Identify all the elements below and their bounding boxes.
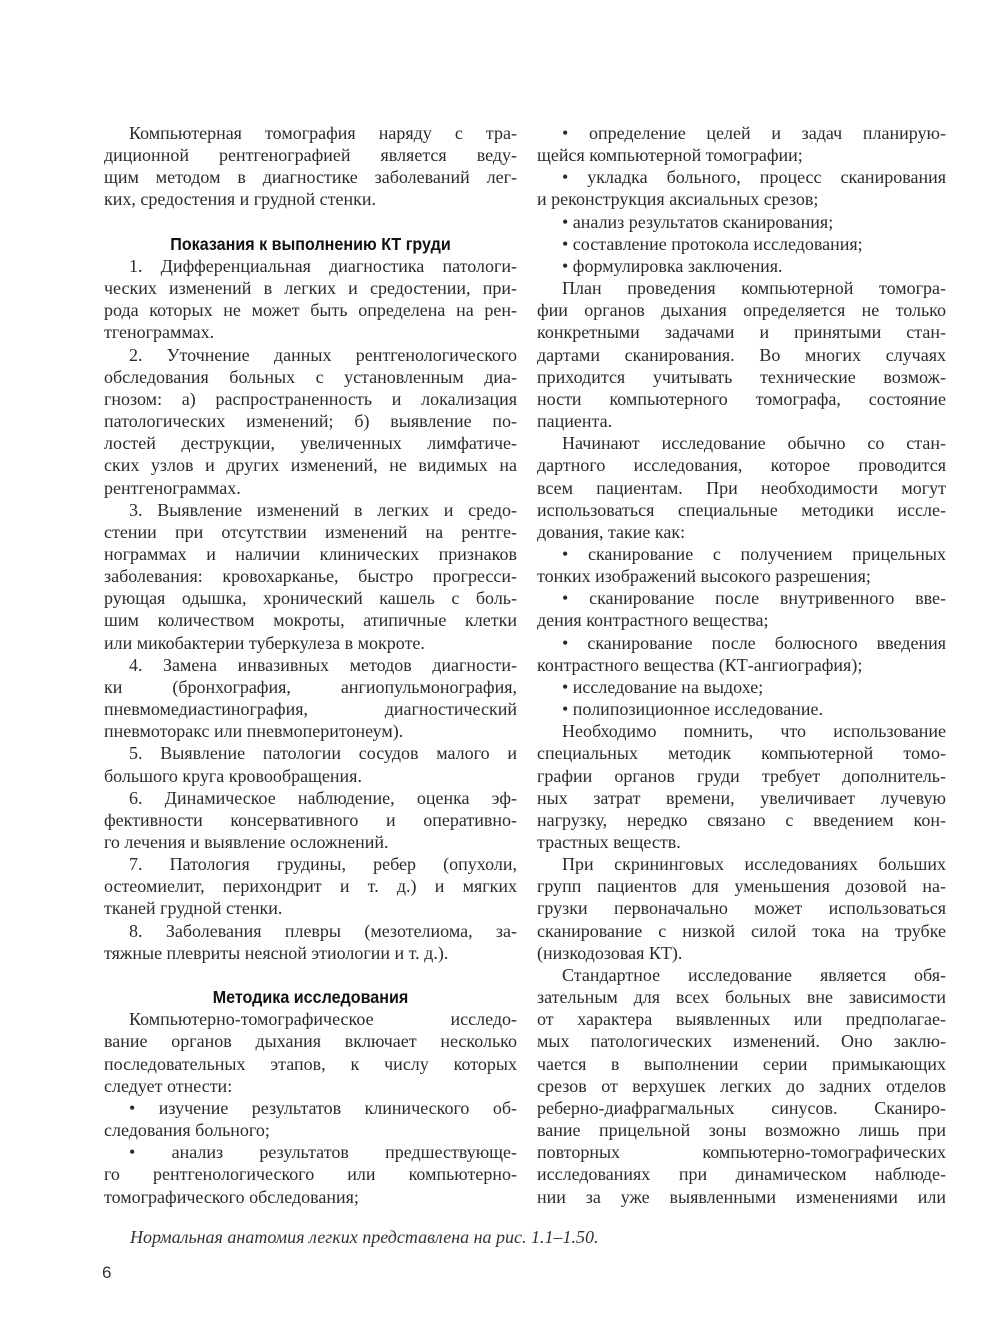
paragraph [537, 676, 946, 698]
paragraph [104, 742, 517, 786]
text-line: • определение целей и задач планирую- [562, 123, 946, 143]
text-line: следует отнести: [104, 1075, 233, 1096]
text-line: тяжные плевриты неясной этиологии и т. д.). [104, 942, 449, 963]
text-line: графии органов груди требует дополнитель- [537, 765, 946, 786]
text-line: ских узлов и других изменений, не видимых на [104, 455, 517, 476]
text-line: исследованиях при динамическом наблюде- [537, 1164, 946, 1185]
text-line: • анализ результатов предшествующе- [129, 1142, 517, 1163]
text-line: мых патологических изменений. Оно заклю- [537, 1031, 946, 1052]
text-line: фии органов дыхания определяется не только [537, 300, 946, 321]
paragraph [104, 1141, 517, 1207]
text-line: рующая одышка, хронический кашель с боль- [104, 588, 517, 609]
text-line: пневмоторакс или пневмоперитонеум). [104, 721, 404, 742]
paragraph [537, 233, 946, 255]
text-line: тканей грудной стенки. [104, 898, 283, 919]
text-line: срезов от верхушек легких до задних отделов [537, 1075, 946, 1096]
section-heading: Показания к выполнению КТ груди [170, 233, 451, 254]
text-line: следования больного; [104, 1120, 270, 1141]
text-line: грузки первоначально может использоваться [537, 898, 946, 919]
text-line: нагрузку, нередко связано с введением кон- [537, 809, 946, 830]
paragraph [104, 1008, 517, 1097]
paragraph [104, 787, 517, 853]
paragraph [537, 277, 946, 432]
text-line: нии за уже выявленными изменениями или [537, 1186, 946, 1207]
paragraph [537, 432, 946, 543]
text-line: томографического обследования; [104, 1186, 359, 1207]
text-line: Компьютерно-томографическое исследо- [129, 1009, 517, 1030]
text-line: • сканирование с получением прицельных [562, 543, 946, 564]
paragraph [104, 499, 517, 654]
text-line: • исследование на выдохе; [562, 676, 764, 697]
text-line: Компьютерная томография наряду с тра- [129, 123, 517, 143]
text-line: стении при отсутствии изменений на рентге- [104, 521, 517, 542]
text-line: ных затрат времени, увеличивает лучевую [537, 787, 946, 808]
text-line: трастных веществ. [537, 832, 681, 852]
text-line: дартного исследования, которое проводится [537, 455, 946, 476]
paragraph [104, 1097, 517, 1141]
text-line: всем пациентам. При необходимости могут [537, 477, 946, 498]
figure-reference-note: Нормальная анатомия легких представлена на рис. 1.1–1.50. [130, 1227, 599, 1247]
text-line: 4. Замена инвазивных методов диагности- [129, 654, 517, 675]
text-line: дования, такие как: [537, 521, 686, 542]
text-line: конкретными задачами и принятыми стан- [537, 322, 946, 343]
text-line: лостей деструкции, увеличенных лимфатиче- [104, 433, 517, 454]
text-line: • формулировка заключения. [562, 255, 783, 276]
text-line: использоваться специальные методики иссле- [537, 499, 946, 520]
text-line: При скрининговых исследованиях больших [562, 854, 946, 875]
text-line: рода которых не может быть определена на рен- [104, 300, 517, 321]
paragraph [537, 122, 946, 166]
paragraph [537, 211, 946, 233]
text-line: • сканирование после внутривенного вве- [562, 588, 946, 609]
text-line: дения контрастного вещества; [537, 610, 769, 631]
text-line: 8. Заболевания плевры (мезотелиома, за- [129, 920, 517, 941]
paragraph [537, 964, 946, 1208]
text-line: рентгенограммах. [104, 477, 241, 498]
paragraph [537, 632, 946, 676]
paragraph [104, 344, 517, 499]
text-line: 2. Уточнение данных рентгенологического [129, 344, 517, 365]
text-line: 1. Дифференциальная диагностика патологи- [129, 255, 517, 276]
text-line: • полипозиционное исследование. [562, 699, 823, 720]
text-line: 6. Динамическое наблюдение, оценка эф- [129, 787, 517, 808]
paragraph [104, 255, 517, 344]
text-line: гнозом: а) распространенность и локализация [104, 388, 517, 409]
text-line: патологических изменений; б) выявление по- [104, 411, 517, 432]
text-line: обследования больных с установленным диа- [104, 366, 517, 387]
text-line: реберно-диафрагмальных синусов. Сканиро- [537, 1097, 946, 1118]
paragraph [104, 920, 517, 964]
text-line: Необходимо помнить, что использование [562, 721, 946, 742]
text-line: от характера выявленных или предполагае- [537, 1009, 946, 1030]
section-heading: Методика исследования [212, 987, 409, 1008]
text-line: Стандартное исследование является обя- [562, 964, 946, 985]
text-line: или микобактерии туберкулеза в мокроте. [104, 632, 425, 653]
text-line: щейся компьютерной томографии; [537, 145, 803, 166]
text-line: го лечения и выявление осложнений. [104, 832, 389, 852]
text-line: пациента. [537, 411, 613, 432]
text-line: Начинают исследование обычно со стан- [562, 433, 946, 454]
text-line: остеомиелит, перихондрит и т. д.) и мягких [104, 876, 517, 897]
text-line: вание прицельной зоны возможно лишь при [537, 1120, 946, 1141]
text-line: диционной рентгенографией является веду- [104, 145, 517, 166]
text-line: большого круга кровообращения. [104, 765, 362, 786]
text-line: ческих изменений в легких и средостении, при- [104, 278, 517, 299]
paragraph [104, 853, 517, 919]
text-line: фективности консервативного и оперативно- [104, 809, 517, 830]
paragraph [104, 122, 517, 211]
paragraph [537, 587, 946, 631]
text-line: вание органов дыхания включает несколько [104, 1031, 517, 1052]
text-line: тонких изображений высокого разрешения; [537, 566, 871, 587]
text-line: 7. Патология грудины, ребер (опухоли, [129, 854, 517, 875]
text-line: тгенограммах. [104, 322, 215, 343]
text-line: • сканирование после болюсного введения [562, 632, 946, 653]
text-line: и реконструкция аксиальных срезов; [537, 189, 819, 210]
text-line: • укладка больного, процесс сканирования [562, 167, 946, 188]
text-line: последовательных этапов, к числу которых [104, 1053, 517, 1074]
text-line: групп пациентов для уменьшения дозовой на- [537, 876, 946, 897]
text-line: 3. Выявление изменений в легких и средо- [129, 499, 517, 520]
text-line: щим методом в диагностике заболеваний лег- [104, 167, 517, 188]
text-line: пневмомедиастинография, диагностический [104, 699, 517, 720]
text-line: го рентгенологического или компьютерно- [104, 1164, 517, 1185]
text-line: повторных компьютерно-томографических [537, 1142, 946, 1163]
text-line: контрастного вещества (КТ-ангиография); [537, 654, 863, 675]
text-line: заболевания: кровохарканье, быстро прогресси- [104, 566, 517, 587]
text-line: зательным для всех больных вне зависимости [537, 987, 946, 1008]
text-line: (низкодозовая КТ). [537, 942, 683, 963]
left-column [104, 122, 517, 1208]
text-line: 5. Выявление патологии сосудов малого и [129, 743, 517, 764]
text-line: • анализ результатов сканирования; [562, 211, 834, 232]
text-line: ки (бронхография, ангиопульмонография, [104, 676, 517, 697]
text-line: чается в выполнении серии примыкающих [537, 1053, 946, 1074]
paragraph [537, 166, 946, 210]
text-line: • изучение результатов клинического об- [129, 1097, 517, 1118]
paragraph [537, 853, 946, 964]
text-line: сканирование с низкой силой тока на трубке [537, 920, 946, 941]
paragraph [537, 698, 946, 720]
text-line: шим количеством мокроты, атипичные клетки [104, 610, 517, 631]
right-column [537, 122, 946, 1208]
paragraph [537, 543, 946, 587]
text-line: ности компьютерного томографа, состояние [537, 388, 946, 409]
page-number: 6 [102, 1263, 112, 1282]
text-line: специальных методик компьютерной томо- [537, 743, 946, 764]
text-line: дартами сканирования. Во многих случаях [537, 344, 946, 365]
text-line: приходится учитывать технические возмож- [537, 366, 946, 387]
paragraph [537, 255, 946, 277]
text-line: • составление протокола исследования; [562, 233, 863, 254]
paragraph [104, 654, 517, 743]
paragraph [537, 720, 946, 853]
text-line: ких, средостения и грудной стенки. [104, 189, 377, 210]
text-line: План проведения компьютерной томогра- [562, 278, 946, 299]
text-line: нограммах и наличии клинических признаков [104, 543, 517, 564]
